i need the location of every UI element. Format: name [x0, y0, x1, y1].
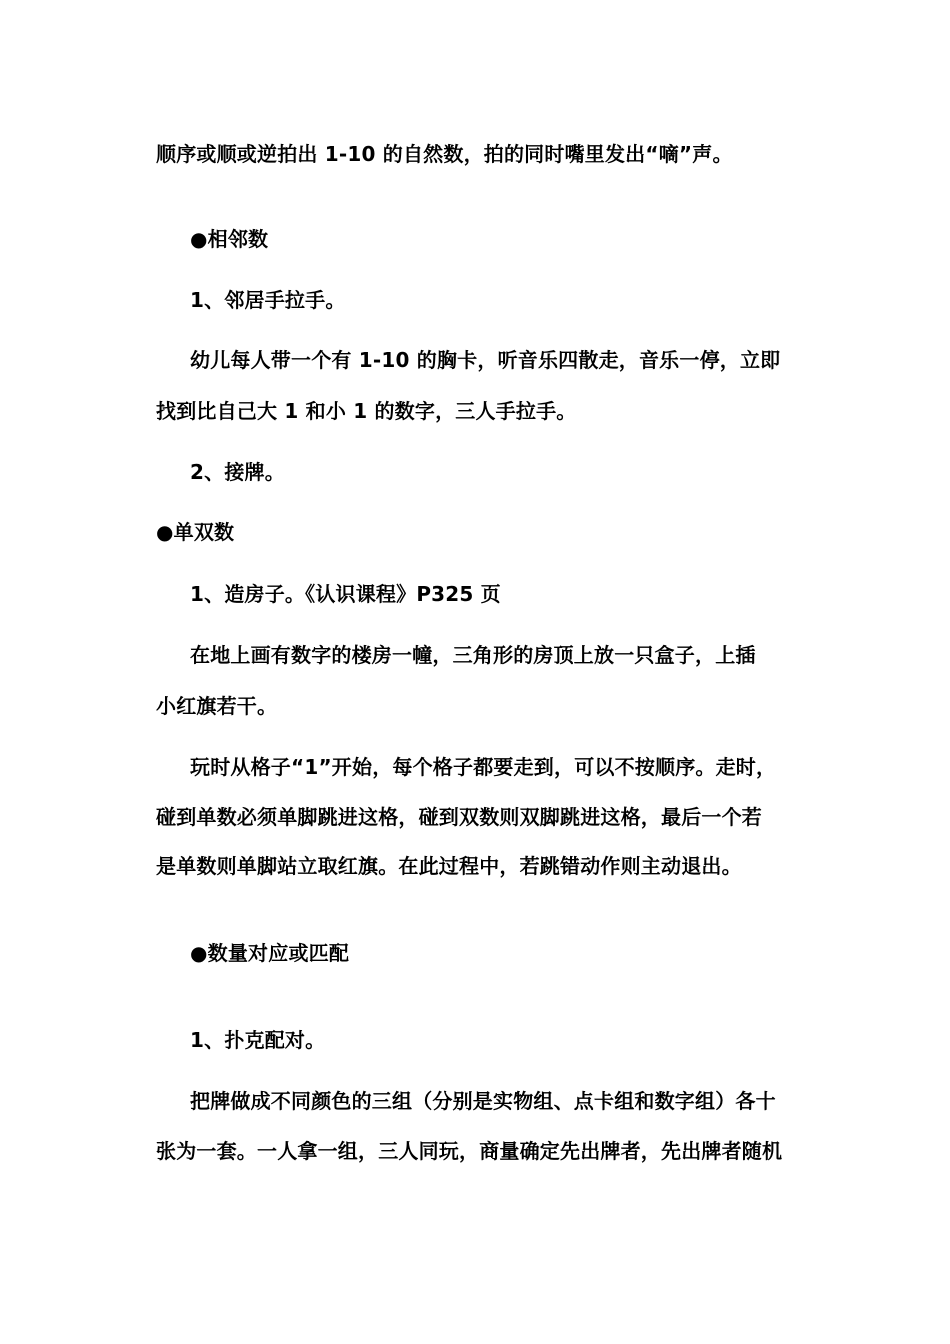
section-heading-quantity-matching: ●数量对应或匹配: [190, 941, 350, 965]
paragraph-line: 在地上画有数字的楼房一幢，三角形的房顶上放一只盒子，上插: [190, 643, 756, 667]
paragraph-line: 顺序或顺或逆拍出 1-10 的自然数，拍的同时嘴里发出“嘀”声。: [156, 142, 733, 166]
section-heading-odd-even: ●单双数: [156, 520, 235, 544]
activity-title: 1、邻居手拉手。: [190, 288, 346, 312]
paragraph-line: 找到比自己大 1 和小 1 的数字，三人手拉手。: [156, 399, 577, 423]
paragraph-line: 是单数则单脚站立取红旗。在此过程中，若跳错动作则主动退出。: [156, 854, 742, 878]
paragraph-line: 小红旗若干。: [156, 694, 278, 718]
section-heading-adjacent-numbers: ●相邻数: [190, 227, 269, 251]
paragraph-line: 把牌做成不同颜色的三组（分别是实物组、点卡组和数字组）各十: [190, 1089, 776, 1113]
paragraph-line: 玩时从格子“1”开始，每个格子都要走到，可以不按顺序。走时，: [190, 755, 777, 779]
paragraph-line: 幼儿每人带一个有 1-10 的胸卡，听音乐四散走，音乐一停，立即: [190, 348, 781, 372]
activity-title: 1、造房子。《认识课程》P325 页: [190, 582, 501, 606]
activity-title: 1、扑克配对。: [190, 1028, 326, 1052]
paragraph-line: 张为一套。一人拿一组，三人同玩，商量确定先出牌者，先出牌者随机: [156, 1139, 783, 1163]
paragraph-line: 碰到单数必须单脚跳进这格，碰到双数则双脚跳进这格，最后一个若: [156, 805, 762, 829]
activity-title: 2、接牌。: [190, 460, 285, 484]
